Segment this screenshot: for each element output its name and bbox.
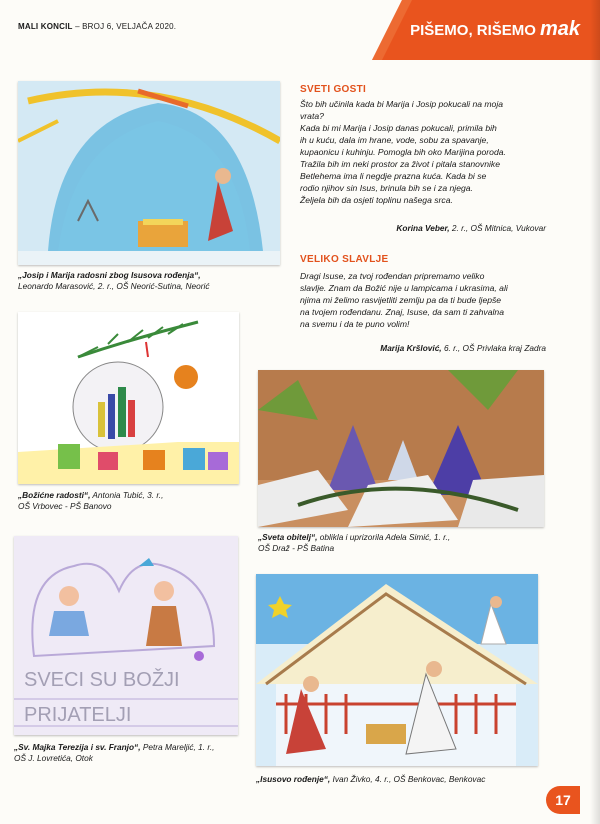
drawing-caption-4: „Sv. Majka Terezija i sv. Franjo“, Petra Marelјić, 1. r., OŠ J. Lovretića, Otok	[14, 742, 215, 763]
poem-body-sveti-gosti: Što bih učinila kada bi Marija i Josip pokucali na moja vrata? Kada bi mi Marija i Josip danas pokucali, primila bih ih u kuću, dala im hrane, vode, sobu za spavanje, kupaonicu i kuhinju. Pomogla bih oko Marijina poroda. Tražila bih im neki prostor za život i pitala stanovnike Betlehema ima li negdje prazna kuća. Kada bi se rodio njihov sin Isus, brinula bih se i za njega. Željela bih da osjeti toplinu našega srca.	[300, 99, 506, 205]
drawing-caption-5: „Isusovo rođenje“, Ivan Živko, 4. r., OŠ Benkovac, Benkovac	[256, 774, 486, 784]
drawing-text-sveci: SVECI SU BOŽJI	[24, 669, 180, 691]
drawing-isusovo-rodenje	[256, 574, 538, 766]
page-number: 17	[546, 786, 580, 814]
poem-author-2: Marija Kršlović, 6. r., OŠ Privlaka kraj Zadra	[380, 343, 546, 353]
drawing-caption-1: „Josip i Marija radosni zbog Isusova rođenja“, Leonardo Marasović, 2. r., OŠ Neorić-Sutina, Neorić	[18, 270, 210, 291]
section-banner	[372, 0, 600, 60]
poem-heading-sveti-gosti: SVETI GOSTI	[300, 84, 367, 95]
drawing-caption-3: „Sveta obitelj“, oblikla i uprizorila Adela Simić, 1. r., OŠ Draž - PŠ Batina	[258, 532, 451, 553]
poem-author-1: Korina Veber, 2. r., OŠ Mitnica, Vukovar	[396, 223, 546, 233]
section-title: PIŠEMO, RIŠEMO mak	[410, 18, 580, 40]
issue-info: – BROJ 6, VELJAČA 2020.	[75, 22, 177, 31]
drawing-bozicne-radosti	[18, 312, 239, 484]
poem-body-veliko-slavlje: Dragi Isuse, za tvoj rođendan pripremamo veliko slavlje. Znam da Božić nije u lampicama i ukrasima, ali njima mi želimo rasvijetliti zemlju pa da ti bude ljepše na tvojem rođendanu. Znaj, Isuse, da sam ti zahvalna na svemu i da te puno volim!	[300, 271, 508, 329]
drawing-majka-terezija	[14, 536, 238, 735]
drawing-caption-2: „Božićne radosti“, Antonia Tubić, 3. r., OŠ Vrbovec - PŠ Banovo	[18, 490, 164, 511]
running-header	[18, 22, 176, 31]
page-spine-shadow	[590, 0, 600, 824]
photo-sveta-obitelj	[258, 370, 544, 527]
poem-heading-veliko-slavlje: VELIKO SLAVLJE	[300, 254, 389, 265]
drawing-text-prijatelji: PRIJATELJI	[24, 704, 132, 726]
drawing-josip-marija	[18, 81, 280, 265]
brand-logo: mak	[539, 18, 580, 40]
magazine-name: MALI KONCIL	[18, 22, 73, 31]
